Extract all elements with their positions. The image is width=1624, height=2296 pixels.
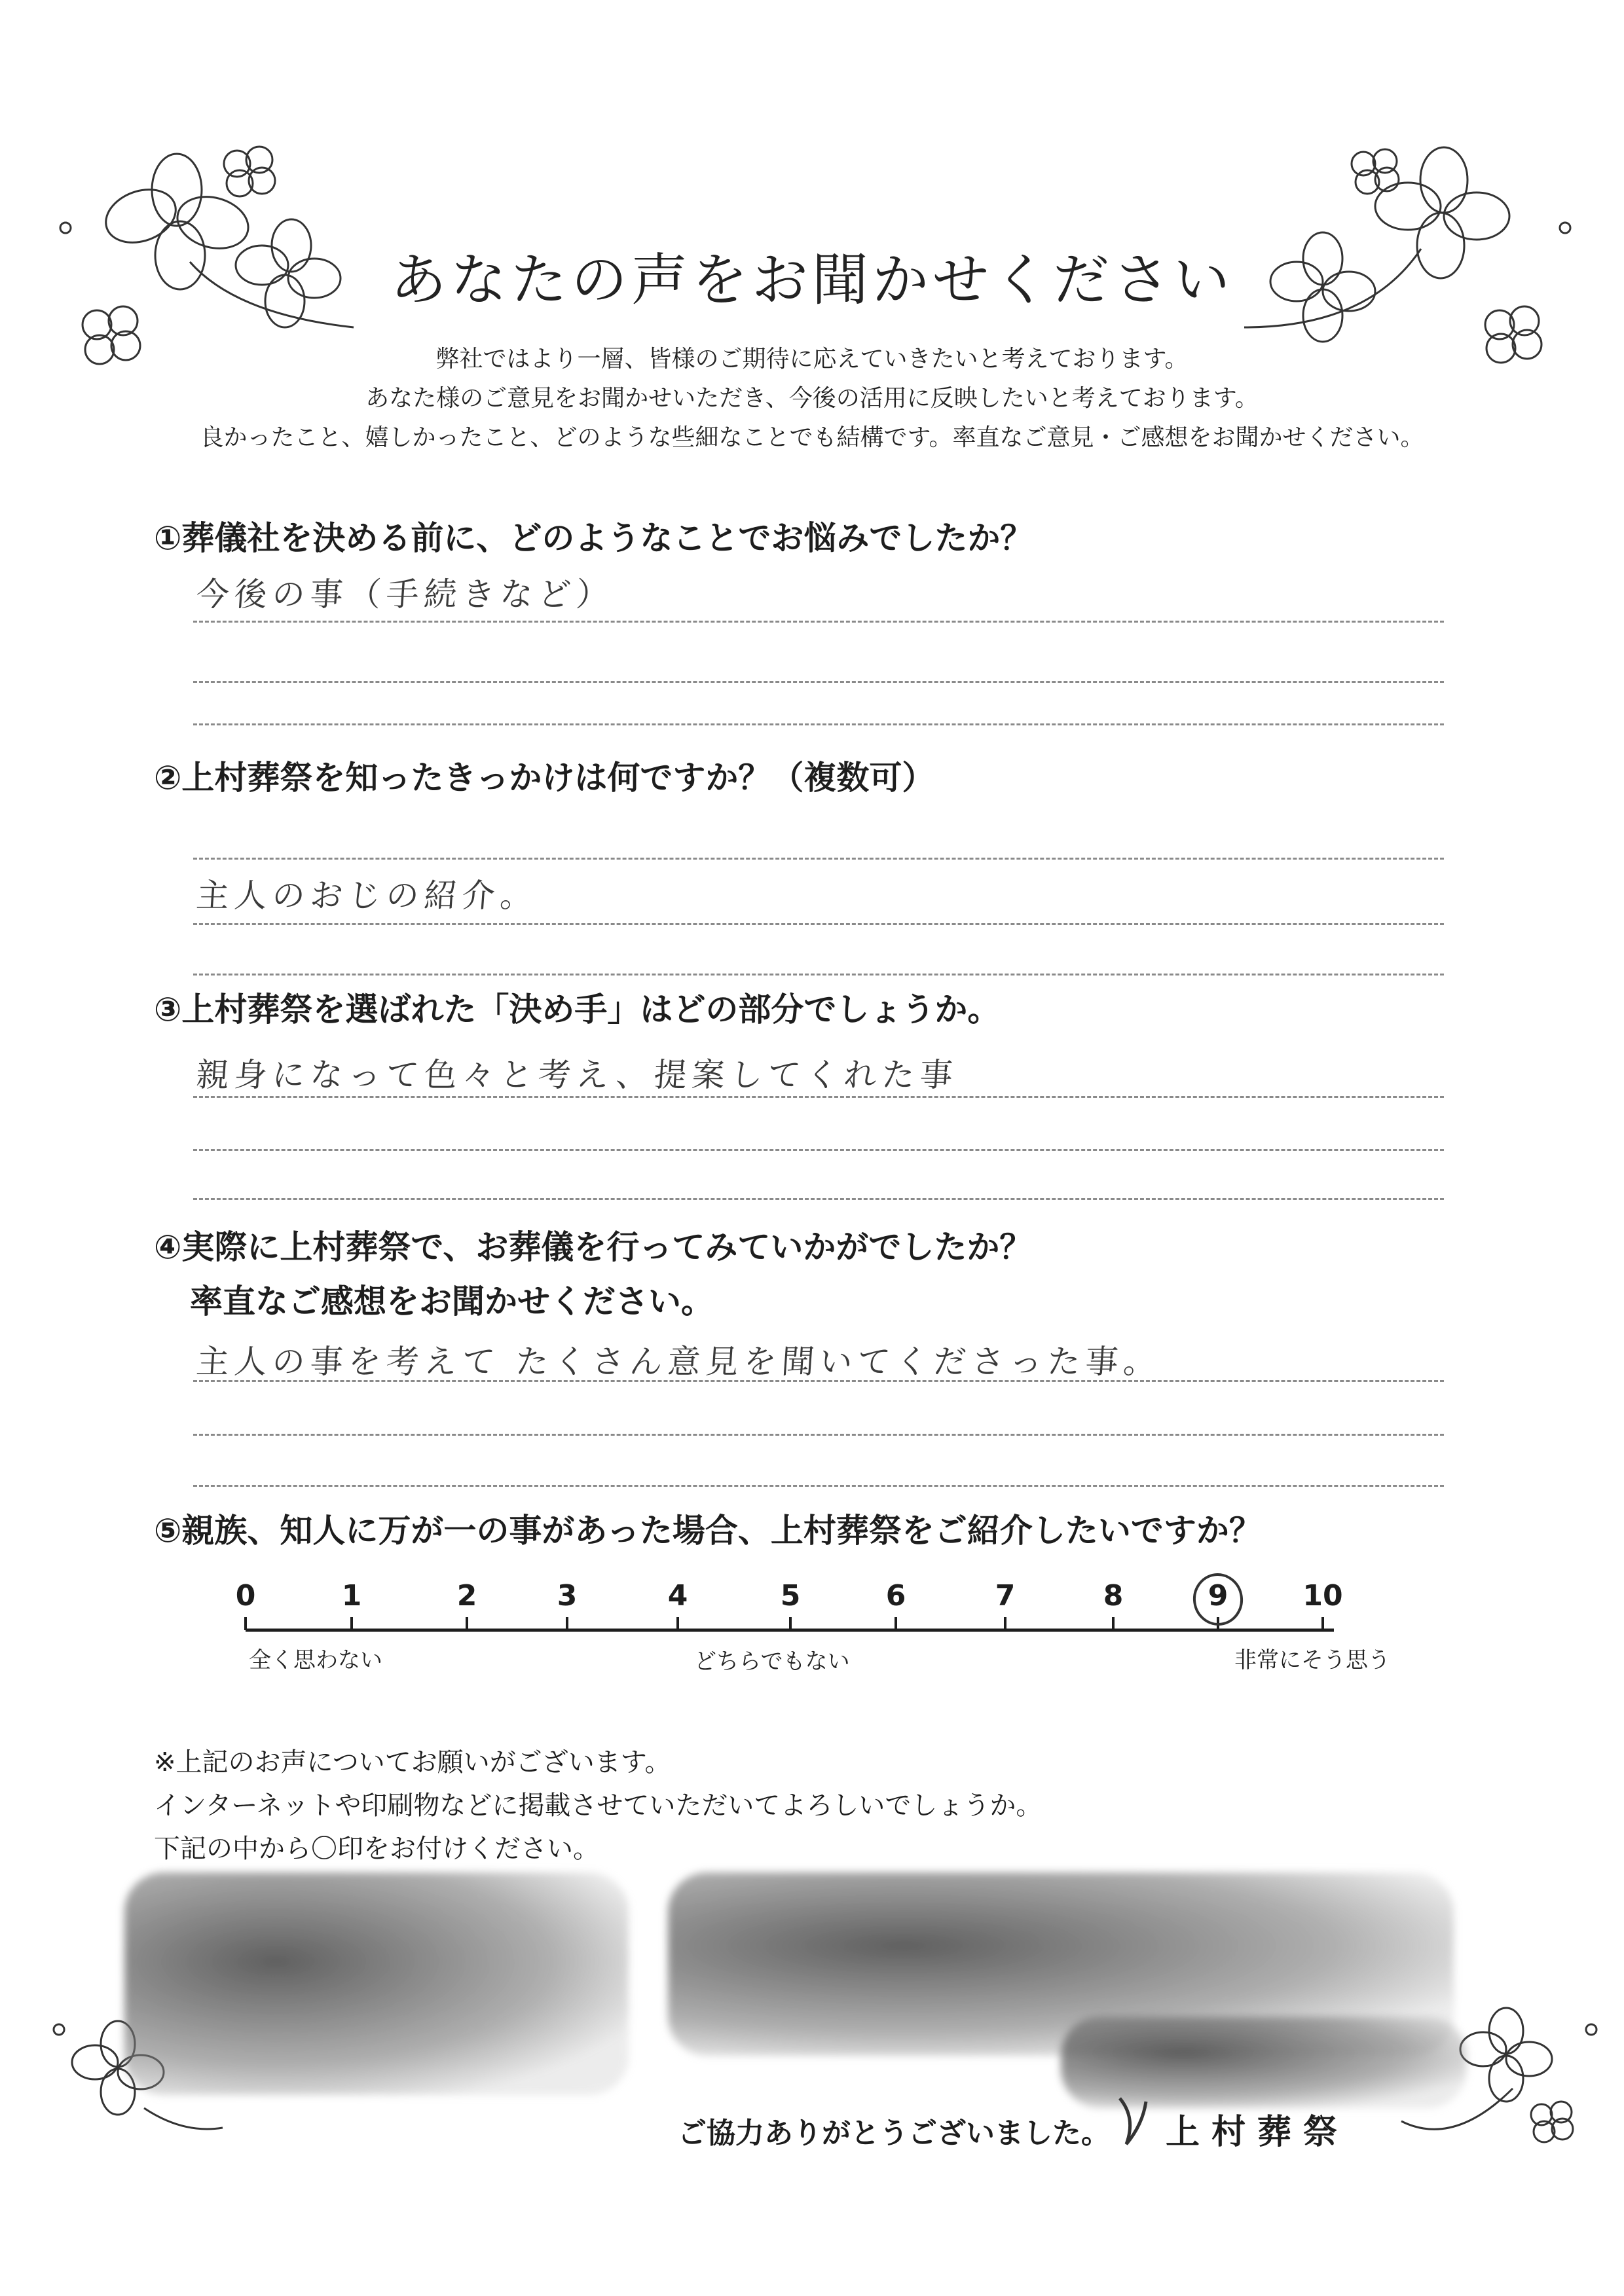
scale-low-label: 全く思わない — [249, 1647, 382, 1673]
redacted-area-left — [124, 1872, 629, 2095]
answer-line — [193, 923, 1444, 925]
scale-number-6[interactable]: 6 — [885, 1579, 906, 1613]
thanks-text: ご協力ありがとうございました。 — [678, 2117, 1110, 2150]
answer-line — [193, 858, 1444, 860]
note-line-1: ※上記のお声についてお願いがございます。 — [154, 1747, 671, 1777]
scale-number-2[interactable]: 2 — [456, 1579, 477, 1613]
question-5-label: ⑤親族、知人に万が一の事があった場合、上村葬祭をご紹介したいですか？ — [154, 1512, 1262, 1550]
scale-number-0[interactable]: 0 — [235, 1579, 256, 1613]
scale-number-10[interactable]: 10 — [1302, 1579, 1343, 1613]
question-4-answer[interactable]: 主人の事を考えて たくさん意見を聞いてくださった事。 — [194, 1343, 1163, 1381]
answer-line — [193, 723, 1444, 725]
note-line-3: 下記の中から〇印をお付けください。 — [154, 1834, 599, 1864]
intro-line-1: 弊社ではより一層、皆様のご期待に応えていきたいと考えております。 — [435, 346, 1189, 373]
answer-line — [193, 1149, 1444, 1151]
selected-rating-circle — [1189, 1570, 1247, 1629]
answer-line — [193, 621, 1444, 623]
answer-line — [193, 974, 1444, 975]
question-3-label: ③上村葬祭を選ばれた「決め手」はどの部分でしょうか。 — [154, 991, 1001, 1029]
scale-number-7[interactable]: 7 — [995, 1579, 1016, 1613]
brand-logo-icon — [1107, 2092, 1159, 2151]
answer-line — [193, 1485, 1444, 1487]
scale-mid-label: どちらでもない — [694, 1649, 850, 1675]
question-4-label: ④実際に上村葬祭で、お葬儀を行ってみていかがでしたか？ — [154, 1228, 1033, 1266]
intro-line-3: 良かったこと、嬉しかったこと、どのような些細なことでも結構です。率直なご意見・ご感想をお聞かせください。 — [200, 424, 1424, 451]
question-1-answer[interactable]: 今後の事（手続きなど） — [194, 575, 616, 613]
scale-number-1[interactable]: 1 — [341, 1579, 362, 1613]
scale-high-label: 非常にそう思う — [1234, 1647, 1390, 1673]
scale-number-8[interactable]: 8 — [1103, 1579, 1124, 1613]
answer-line — [193, 1434, 1444, 1436]
scale-number-9[interactable]: 9 — [1208, 1579, 1228, 1613]
answer-line — [193, 681, 1444, 683]
rating-scale-axis — [236, 1617, 1349, 1643]
answer-line — [193, 1380, 1444, 1382]
question-2-label: ②上村葬祭を知ったきっかけは何ですか？（複数可） — [154, 759, 935, 797]
scale-number-3[interactable]: 3 — [557, 1579, 578, 1613]
note-line-2: インターネットや印刷物などに掲載させていただいてよろしいでしょうか。 — [154, 1791, 1043, 1821]
answer-line — [193, 1198, 1444, 1200]
page-title: あなたの声をお聞かせください — [390, 247, 1234, 313]
answer-line — [193, 1096, 1444, 1098]
scale-number-5[interactable]: 5 — [780, 1579, 801, 1613]
scale-number-4[interactable]: 4 — [667, 1579, 688, 1613]
question-4-label-line-2: 率直なご感想をお聞かせください。 — [190, 1283, 714, 1321]
question-1-label: ①葬儀社を決める前に、どのようなことでお悩みでしたか？ — [154, 519, 1033, 557]
intro-line-2: あなた様のご意見をお聞かせいただき、今後の活用に反映したいと考えております。 — [365, 385, 1259, 412]
question-3-answer[interactable]: 親身になって色々と考え、提案してくれた事 — [194, 1056, 959, 1094]
brand-name: 上村葬祭 — [1166, 2113, 1350, 2152]
question-2-answer[interactable]: 主人のおじの紹介。 — [194, 877, 540, 915]
